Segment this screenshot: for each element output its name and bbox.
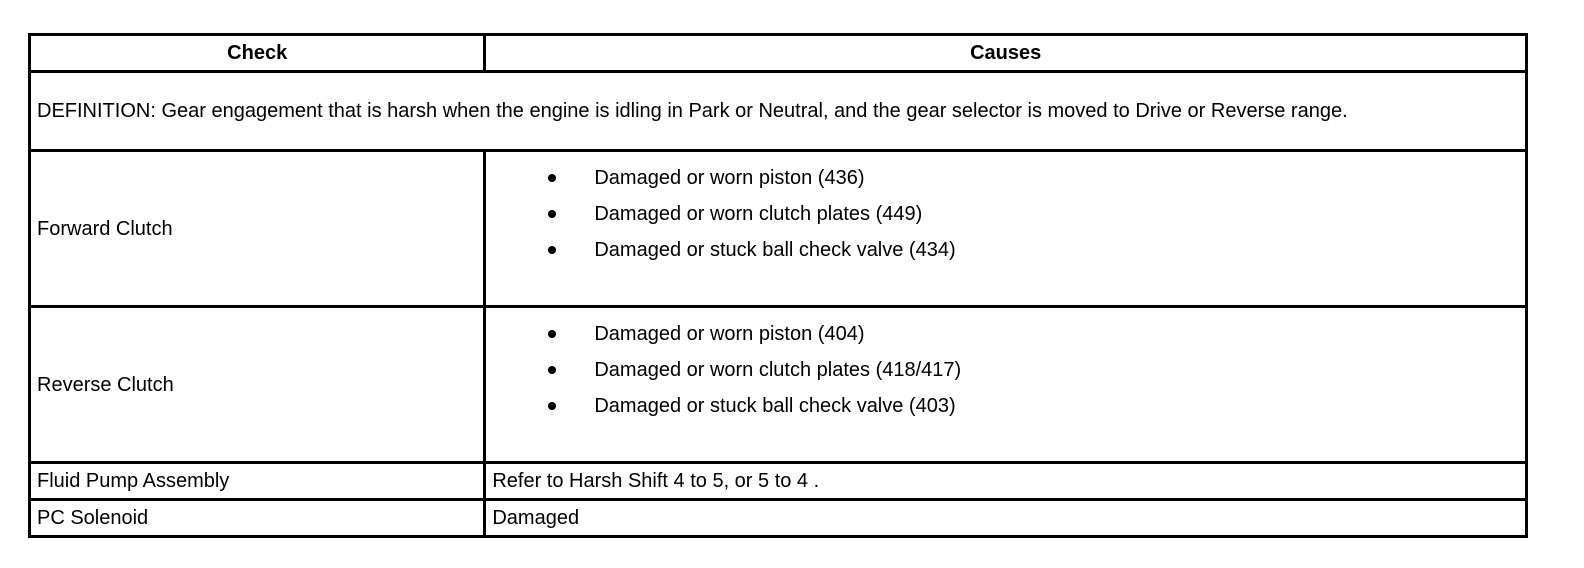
- cause-cell: Refer to Harsh Shift 4 to 5, or 5 to 4 .: [485, 463, 1527, 500]
- causes-list: [492, 160, 1519, 268]
- causes-cell: [485, 151, 1527, 307]
- bullet-icon: [548, 210, 556, 218]
- definition-text: DEFINITION: Gear engagement that is harsh when the engine is idling in Park or Neutral, and the gear selector is moved to Drive or Reverse range.: [30, 72, 1527, 151]
- causes-list: [492, 316, 1519, 424]
- table-row: [30, 307, 1527, 463]
- list-item: [548, 196, 1519, 232]
- check-cell: Forward Clutch: [30, 151, 485, 307]
- bullet-icon: [548, 246, 556, 254]
- table-row: [30, 500, 1527, 537]
- bullet-icon: [548, 402, 556, 410]
- list-item: [548, 388, 1519, 424]
- bullet-icon: [548, 330, 556, 338]
- list-item: [548, 352, 1519, 388]
- header-row: [30, 35, 1527, 72]
- check-cell: PC Solenoid: [30, 500, 485, 537]
- list-item: [548, 316, 1519, 352]
- diagnosis-table: [28, 33, 1528, 538]
- cause-cell: Damaged: [485, 500, 1527, 537]
- bullet-icon: [548, 366, 556, 374]
- definition-row: [30, 72, 1527, 151]
- cause-text: Damaged or stuck ball check valve (434): [594, 239, 956, 261]
- header-check: Check: [30, 35, 485, 72]
- cause-text: Damaged or stuck ball check valve (403): [594, 395, 956, 417]
- list-item: [548, 232, 1519, 268]
- list-item: [548, 160, 1519, 196]
- table-row: [30, 463, 1527, 500]
- cause-text: Damaged or worn clutch plates (418/417): [594, 359, 962, 381]
- causes-cell: [485, 307, 1527, 463]
- cause-text: Damaged or worn piston (436): [594, 167, 865, 189]
- cause-text: Damaged or worn clutch plates (449): [594, 203, 923, 225]
- header-causes: Causes: [485, 35, 1527, 72]
- bullet-icon: [548, 174, 556, 182]
- check-cell: Fluid Pump Assembly: [30, 463, 485, 500]
- check-cell: Reverse Clutch: [30, 307, 485, 463]
- cause-text: Damaged or worn piston (404): [594, 323, 865, 345]
- table-row: [30, 151, 1527, 307]
